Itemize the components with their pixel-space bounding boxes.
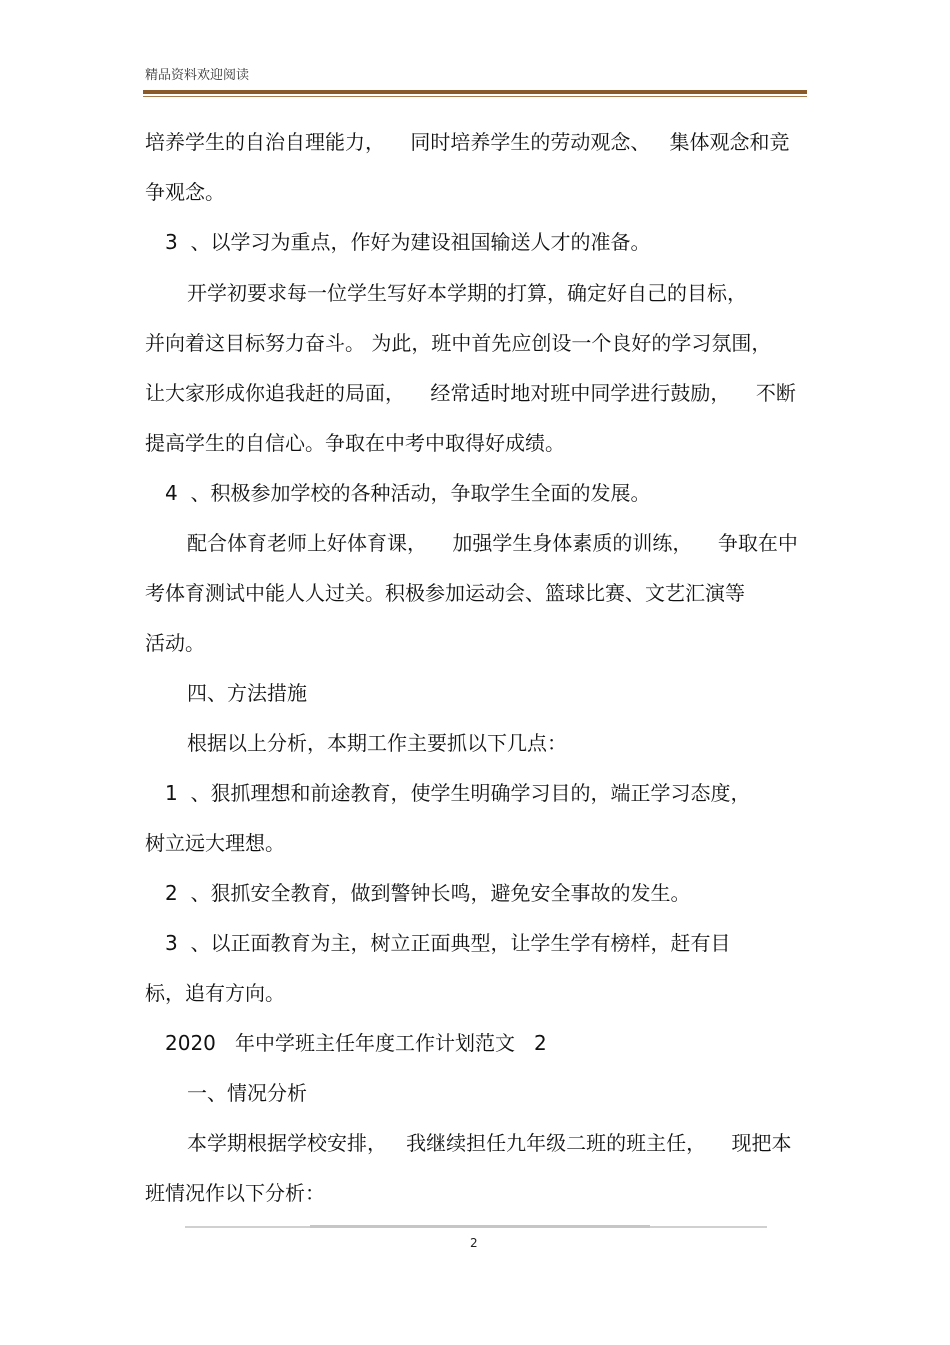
text-line: 本学期根据学校安排， 我继续担任九年级二班的班主任， 现把本 [187, 1131, 792, 1155]
text-line: 开学初要求每一位学生写好本学期的打算，确定好自己的目标， [187, 281, 747, 305]
text-line: 2 、狠抓安全教育，做到警钟长鸣，避免安全事故的发生。 [165, 881, 691, 905]
section-heading: 一、情况分析 [187, 1081, 307, 1105]
text-line: 树立远大理想。 [145, 831, 285, 855]
page-number: 2 [470, 1236, 478, 1250]
page-header: 精品资料欢迎阅读 [145, 68, 250, 83]
text-line: 根据以上分析，本期工作主要抓以下几点： [187, 731, 567, 755]
header-rule-thin [143, 96, 807, 97]
text-line: 提高学生的自信心。争取在中考中取得好成绩。 [145, 431, 565, 455]
text-line: 配合体育老师上好体育课， 加强学生身体素质的训练， 争取在中 [187, 531, 798, 555]
text-line: 1 、狠抓理想和前途教育，使学生明确学习目的，端正学习态度， [165, 781, 751, 805]
text-line: 3 、以学习为重点，作好为建设祖国输送人才的准备。 [165, 230, 651, 254]
section-heading: 四、方法措施 [187, 681, 307, 705]
text-line: 让大家形成你追我赶的局面， 经常适时地对班中同学进行鼓励， 不断 [145, 381, 796, 405]
text-line: 培养学生的自治自理能力， 同时培养学生的劳动观念、 集体观念和竞 [145, 130, 790, 154]
text-line: 3 、以正面教育为主，树立正面典型，让学生学有榜样，赶有目 [165, 931, 731, 955]
text-line: 并向着这目标努力奋斗。 为此，班中首先应创设一个良好的学习氛围， [145, 331, 772, 355]
text-line: 争观念。 [145, 180, 225, 204]
text-line: 班情况作以下分析： [145, 1181, 325, 1205]
footer-rule-accent [310, 1225, 650, 1228]
header-rule-thick [143, 90, 807, 94]
document-title: 2020 年中学班主任年度工作计划范文 2 [165, 1031, 547, 1055]
text-line: 4 、积极参加学校的各种活动，争取学生全面的发展。 [165, 481, 651, 505]
text-line: 活动。 [145, 631, 205, 655]
text-line: 标，追有方向。 [145, 981, 285, 1005]
text-line: 考体育测试中能人人过关。积极参加运动会、篮球比赛、文艺汇演等 [145, 581, 745, 605]
